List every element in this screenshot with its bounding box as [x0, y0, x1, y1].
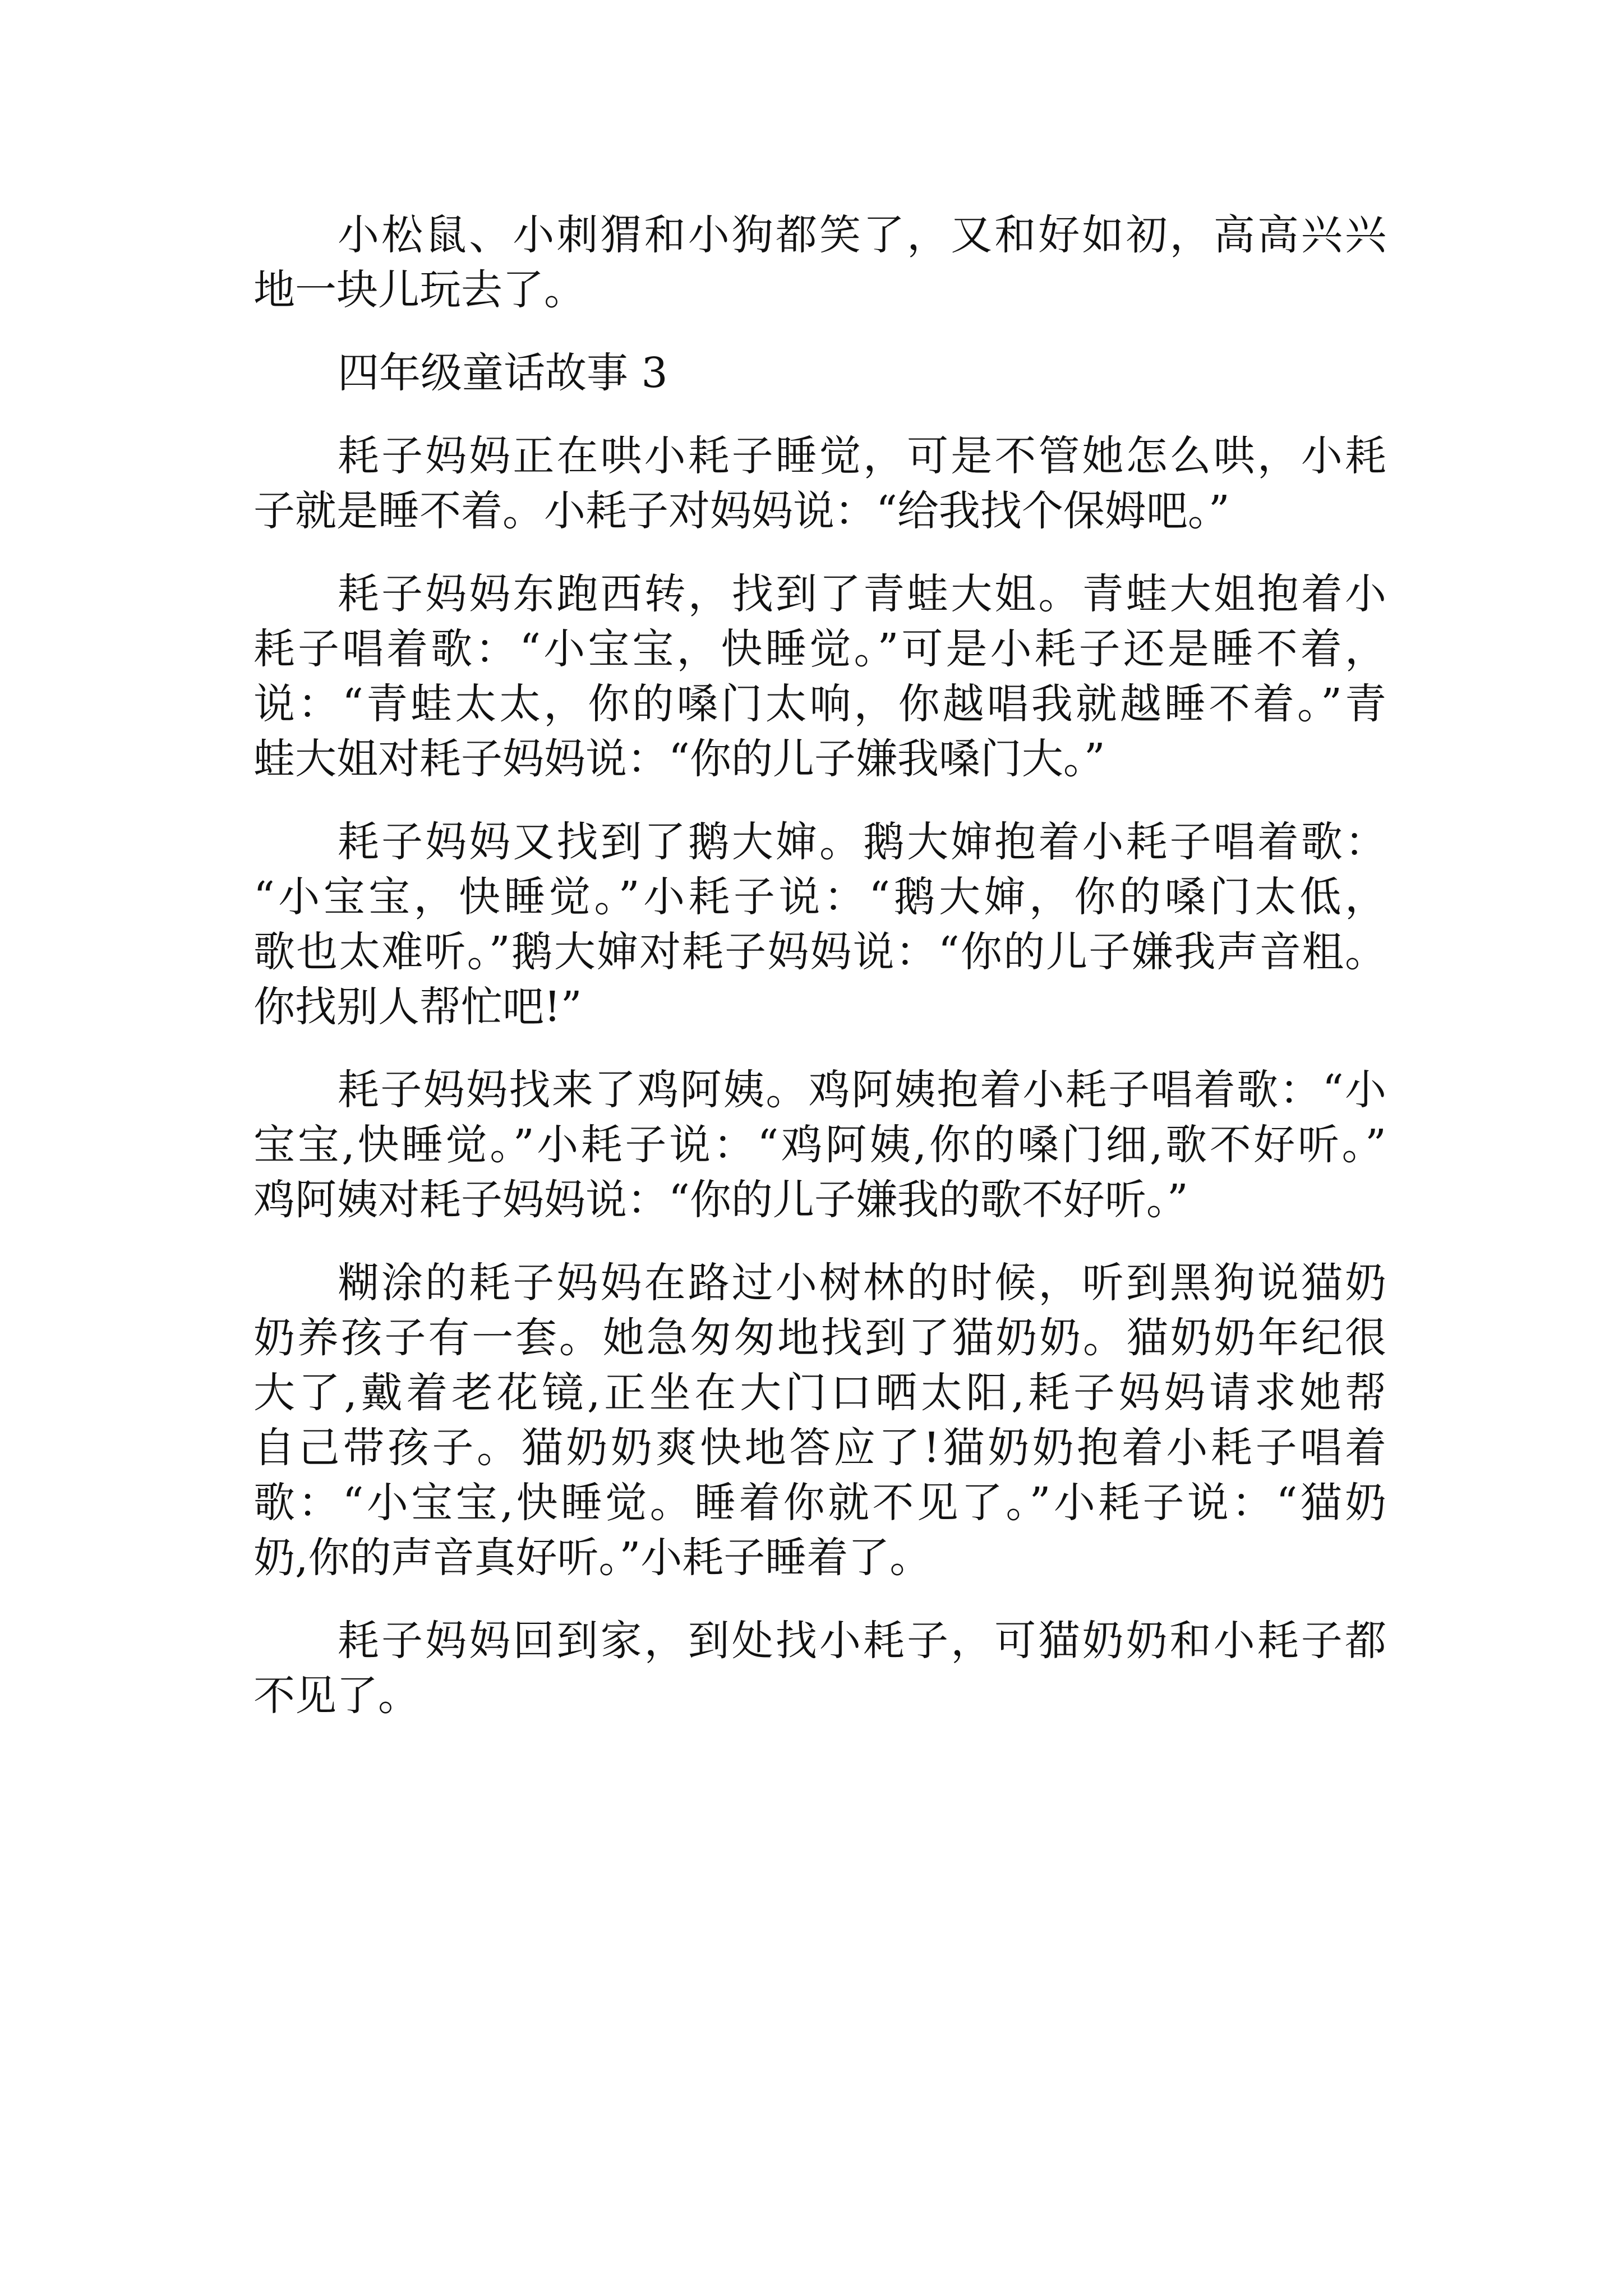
section-heading: 四年级童话故事 3: [338, 349, 668, 397]
paragraph-line: 耗子妈妈东跑西转，找到了青蛙大姐。青蛙大姐抱着小: [338, 570, 1386, 618]
paragraph-line: 奶,你的声音真好听。”小耗子睡着了。: [253, 1534, 932, 1582]
document-body: [253, 208, 1386, 1723]
paragraph-line: 耗子妈妈找来了鸡阿姨。鸡阿姨抱着小耗子唱着歌：“小: [338, 1066, 1386, 1114]
paragraph-line: 地一块儿玩去了。: [253, 266, 585, 314]
paragraph-line: 耗子妈妈回到家，到处找小耗子，可猫奶奶和小耗子都: [338, 1617, 1386, 1665]
paragraph-line: 蛙大姐对耗子妈妈说：“你的儿子嫌我嗓门大。”: [253, 735, 1105, 783]
paragraph-line: 耗子妈妈正在哄小耗子睡觉，可是不管她怎么哄，小耗: [338, 432, 1386, 480]
paragraph-line: 歌也太难听。”鹅大婶对耗子妈妈说：“你的儿子嫌我声音粗。: [253, 928, 1386, 976]
paragraph-line: 自己带孩子。猫奶奶爽快地答应了!猫奶奶抱着小耗子唱着: [253, 1424, 1386, 1472]
paragraph-line: 糊涂的耗子妈妈在路过小树林的时候，听到黑狗说猫奶: [338, 1259, 1386, 1307]
paragraph-line: 宝宝,快睡觉。”小耗子说：“鸡阿姨,你的嗓门细,歌不好听。”: [253, 1121, 1386, 1169]
paragraph-line: 耗子妈妈又找到了鹅大婶。鹅大婶抱着小耗子唱着歌：: [338, 818, 1386, 866]
paragraph-line: 鸡阿姨对耗子妈妈说：“你的儿子嫌我的歌不好听。”: [253, 1176, 1188, 1224]
paragraph-line: 耗子唱着歌：“小宝宝，快睡觉。”可是小耗子还是睡不着，: [253, 625, 1386, 673]
paragraph-line: 子就是睡不着。小耗子对妈妈说：“给我找个保姆吧。”: [253, 487, 1230, 535]
paragraph-line: 奶养孩子有一套。她急匆匆地找到了猫奶奶。猫奶奶年纪很: [253, 1314, 1386, 1362]
paragraph-line: 歌：“小宝宝,快睡觉。睡着你就不见了。”小耗子说：“猫奶: [253, 1479, 1386, 1527]
paragraph-line: “小宝宝，快睡觉。”小耗子说：“鹅大婶，你的嗓门太低，: [253, 873, 1386, 921]
paragraph-line: 大了,戴着老花镜,正坐在大门口晒太阳,耗子妈妈请求她帮: [253, 1369, 1386, 1417]
paragraph-line: 你找别人帮忙吧!”: [253, 983, 582, 1031]
paragraph-line: 不见了。: [253, 1672, 419, 1720]
paragraph-line: 说：“青蛙太太，你的嗓门太响，你越唱我就越睡不着。”青: [253, 680, 1386, 728]
paragraph-line: 小松鼠、小刺猬和小狗都笑了，又和好如初，高高兴兴: [338, 211, 1386, 259]
